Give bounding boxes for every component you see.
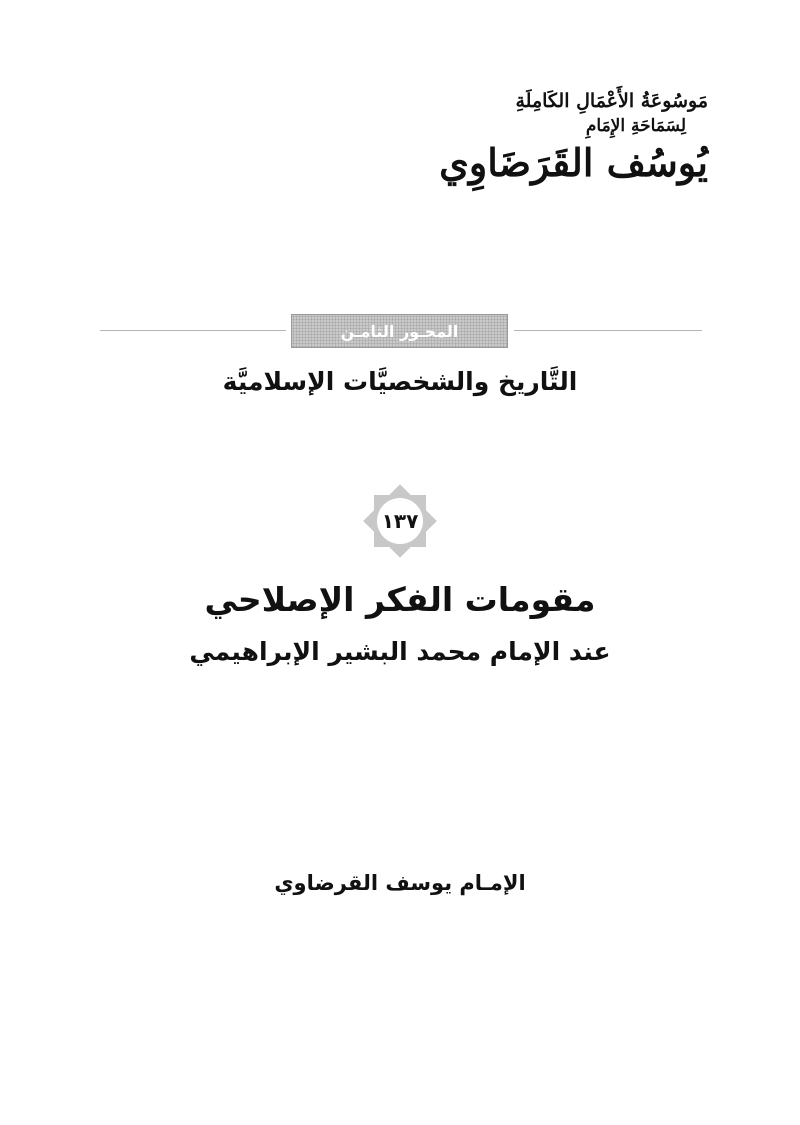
logo-line-author-name: يُوسُف القَرَضَاوِي [439, 140, 708, 185]
book-subtitle: عند الإمام محمد البشير الإبراهيمي [189, 637, 611, 666]
section-title: التَّاريخ والشخصيَّات الإسلاميَّة [222, 367, 578, 396]
divider-left [100, 330, 286, 331]
axis-label-box [291, 314, 508, 348]
logo-line-encyclopedia: مَوسُوعَةُ الأَعْمَالِ الكَامِلَةِ [515, 90, 708, 112]
volume-number: ١٣٧ [381, 509, 419, 533]
book-title: مقومات الفكر الإصلاحي [204, 580, 596, 619]
author-name: الإمـام يوسف القرضاوي [274, 871, 526, 895]
axis-label: المحـور الثامـن [340, 321, 459, 341]
encyclopedia-logo [439, 88, 708, 188]
logo-line-imam: لِسَمَاحَةِ الإِمَامِ [585, 116, 686, 136]
divider-right [514, 330, 702, 331]
